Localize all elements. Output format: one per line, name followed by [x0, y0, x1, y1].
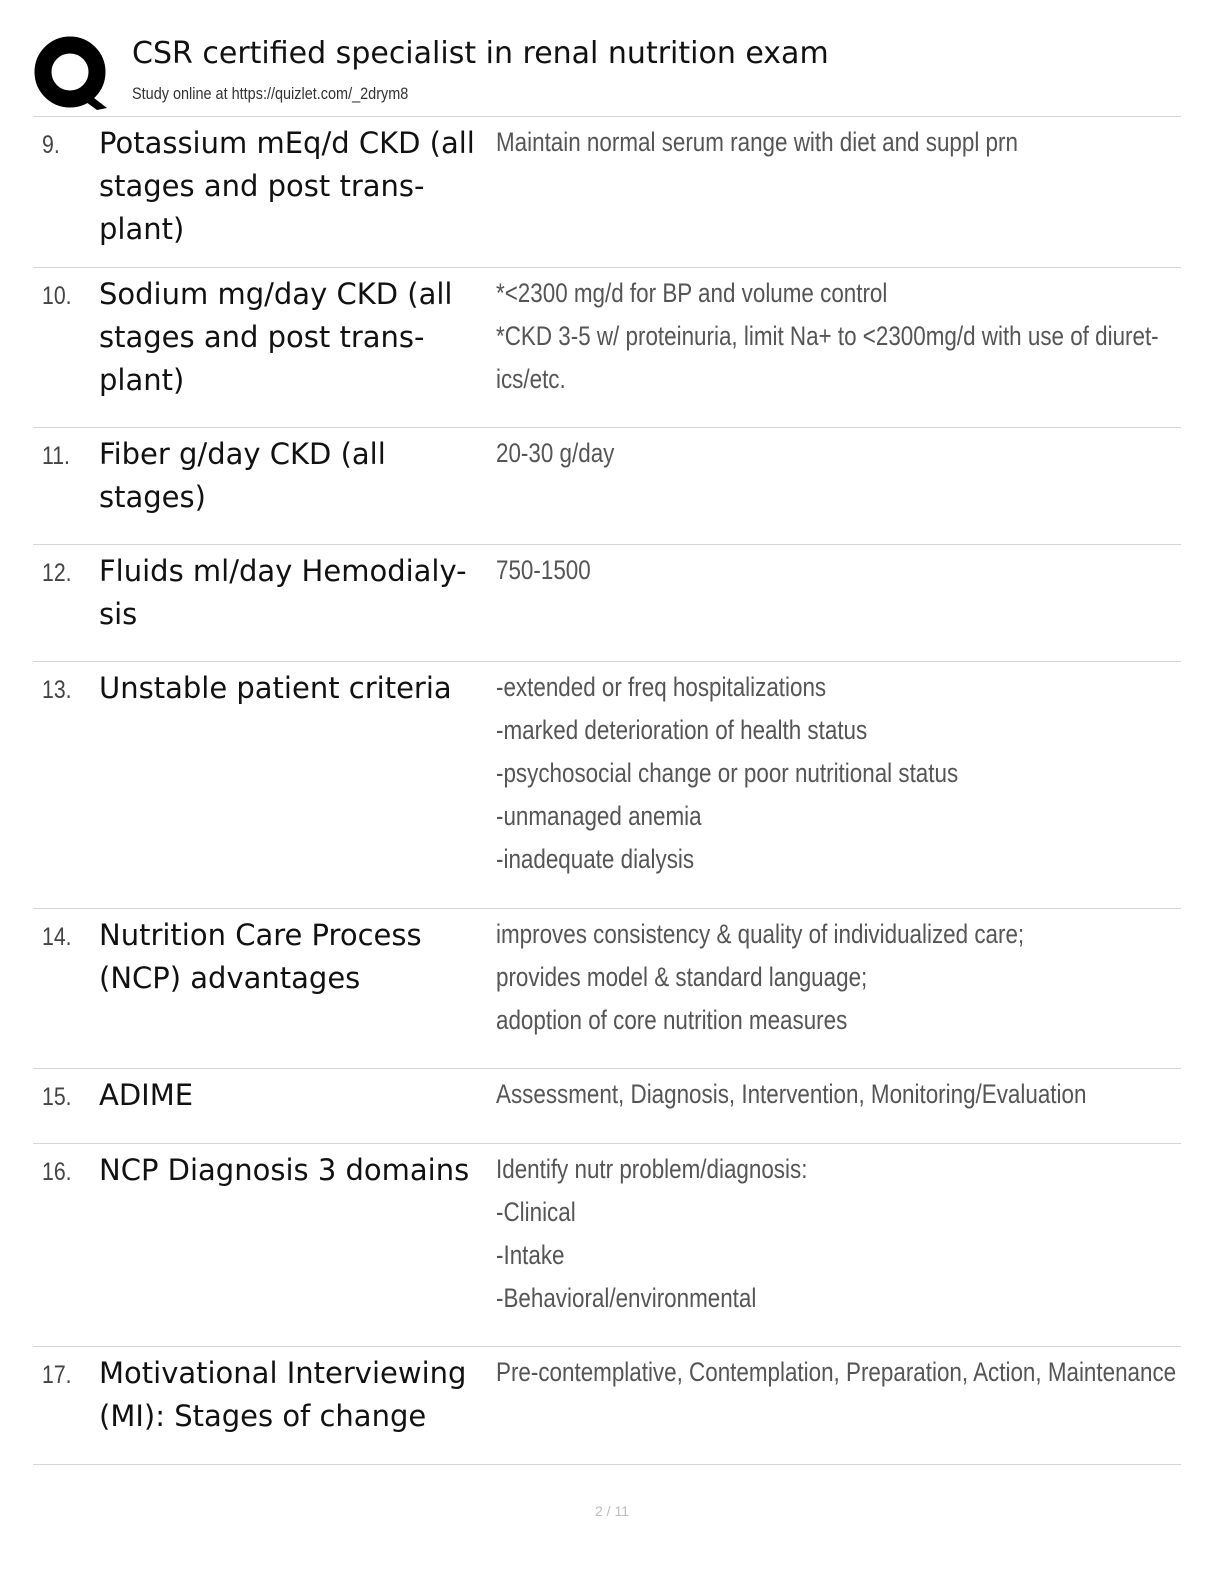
- card-number: 16.: [42, 1158, 72, 1186]
- card-term: Nutrition Care Process (NCP) advantages: [99, 918, 422, 995]
- card-definition: [496, 432, 1176, 475]
- flashcard-list: [33, 117, 1181, 1465]
- definition-line: adoption of core nutrition measures: [496, 1005, 848, 1035]
- definition-line: provides model & standard language;: [496, 962, 868, 992]
- card-number: 14.: [42, 923, 72, 951]
- card-term: Unstable patient criteria: [99, 671, 452, 705]
- flashcard-row: [33, 1069, 1181, 1144]
- definition-line: -unmanaged anemia: [496, 801, 702, 831]
- card-number: 13.: [42, 676, 72, 704]
- definition-line: Assessment, Diagnosis, Intervention, Monitoring/Evaluation: [496, 1079, 1087, 1109]
- flashcard-row: [33, 117, 1181, 268]
- card-number: 11.: [42, 442, 70, 470]
- card-definition: [496, 666, 1176, 881]
- card-number: 17.: [42, 1361, 72, 1389]
- card-definition: [496, 549, 1176, 592]
- card-term: Motivational Interviewing (MI): Stages of change: [99, 1356, 467, 1433]
- flashcard-row: [33, 428, 1181, 545]
- card-number: 10.: [42, 282, 72, 310]
- flashcard-row: [33, 268, 1181, 428]
- definition-line: -Behavioral/environmental: [496, 1283, 757, 1313]
- definition-line: -Clinical: [496, 1197, 576, 1227]
- card-definition: [496, 1148, 1176, 1320]
- definition-line: -Intake: [496, 1240, 565, 1270]
- page-header: [33, 34, 1183, 116]
- card-term: Fluids ml/day Hemodialy-sis: [99, 554, 467, 631]
- flashcard-row: [33, 662, 1181, 909]
- card-definition: [496, 1073, 1176, 1116]
- quizlet-logo-icon: [33, 36, 113, 112]
- card-definition: [496, 1351, 1176, 1394]
- flashcard-row: [33, 909, 1181, 1069]
- card-number: 15.: [42, 1083, 72, 1111]
- flashcard-row: [33, 1347, 1181, 1465]
- card-number: 9.: [42, 131, 60, 159]
- definition-line: *<2300 mg/d for BP and volume control: [496, 278, 888, 308]
- definition-line: -psychosocial change or poor nutritional status: [496, 758, 959, 788]
- definition-line: Maintain normal serum range with diet and suppl prn: [496, 127, 1018, 157]
- card-definition: [496, 272, 1176, 401]
- definition-line: ics/etc.: [496, 364, 566, 394]
- definition-line: -marked deterioration of health status: [496, 715, 868, 745]
- definition-line: -extended or freq hospitalizations: [496, 672, 827, 702]
- card-term: Sodium mg/day CKD (all stages and post trans-plant): [99, 277, 453, 397]
- study-online-link[interactable]: Study online at https://quizlet.com/_2drym8: [132, 84, 409, 103]
- definition-line: *CKD 3-5 w/ proteinuria, limit Na+ to <2300mg/d with use of diuret-: [496, 321, 1159, 351]
- card-definition: [496, 913, 1176, 1042]
- card-definition: [496, 121, 1176, 164]
- definition-line: 750-1500: [496, 555, 591, 585]
- definition-line: 20-30 g/day: [496, 438, 615, 468]
- document-title: CSR certified specialist in renal nutrition exam: [132, 36, 829, 71]
- definition-line: improves consistency & quality of individualized care;: [496, 919, 1025, 949]
- page-number: 2 / 11: [595, 1503, 629, 1519]
- card-term: NCP Diagnosis 3 domains: [99, 1153, 470, 1187]
- card-term: ADIME: [99, 1078, 194, 1112]
- card-term: Fiber g/day CKD (all stages): [99, 437, 386, 514]
- definition-line: Identify nutr problem/diagnosis:: [496, 1154, 808, 1184]
- card-term: Potassium mEq/d CKD (all stages and post trans-plant): [99, 126, 475, 246]
- definition-line: -inadequate dialysis: [496, 844, 695, 874]
- definition-line: Pre-contemplative, Contemplation, Preparation, Action, Maintenance: [496, 1357, 1177, 1387]
- flashcard-row: [33, 1144, 1181, 1347]
- card-number: 12.: [42, 559, 72, 587]
- flashcard-row: [33, 545, 1181, 662]
